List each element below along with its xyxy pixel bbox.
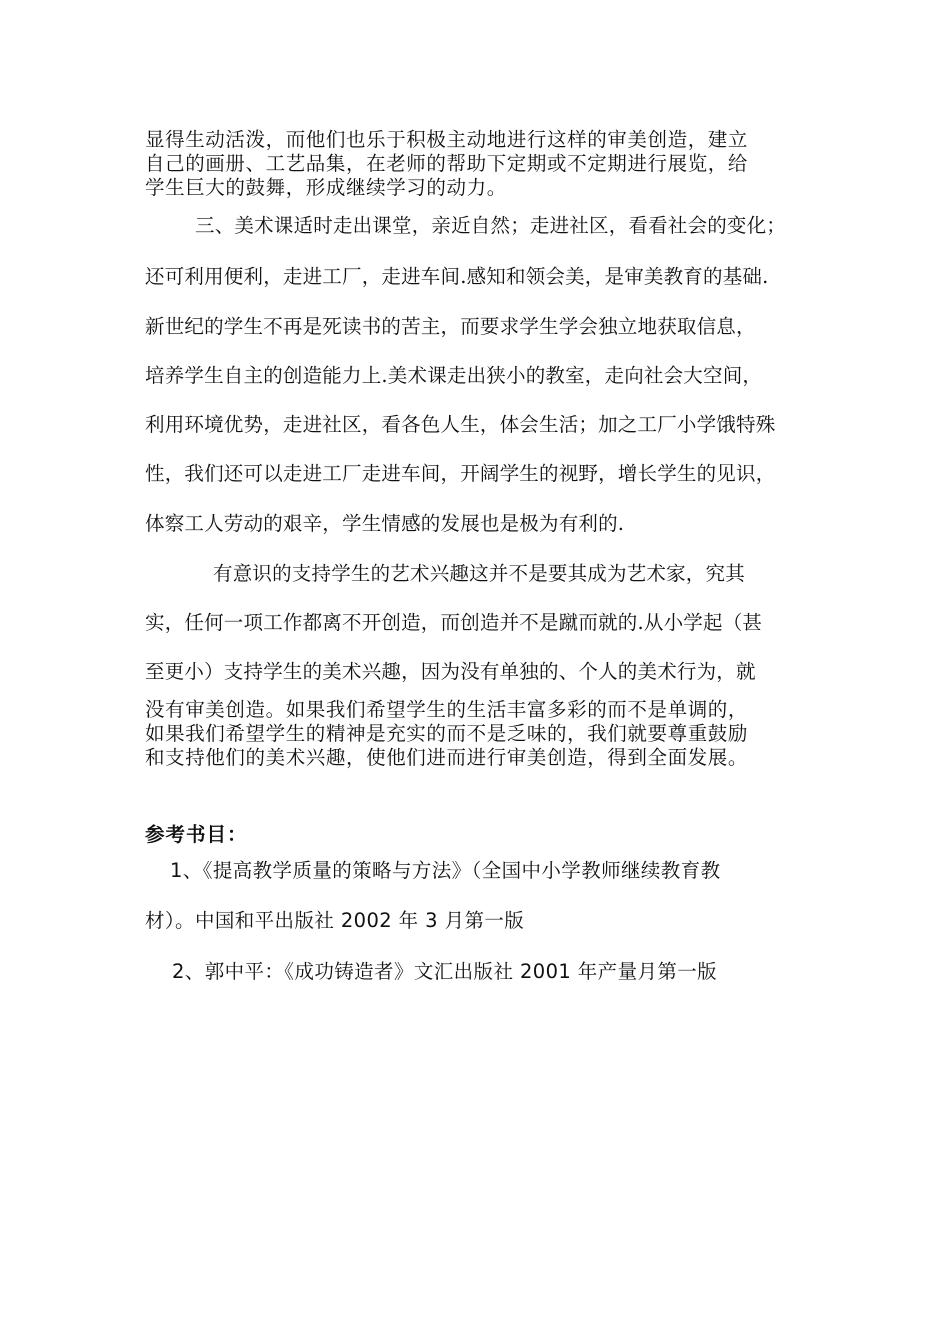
- text-line: 自己的画册、工艺品集，在老师的帮助下定期或不定期进行展览，给: [145, 152, 749, 175]
- text-line: 如果我们希望学生的精神是充实的而不是乏味的，我们就要尊重鼓励: [145, 722, 749, 745]
- text-line: 显得生动活泼，而他们也乐于积极主动地进行这样的审美创造，建立: [145, 128, 749, 151]
- text-line: 实，任何一项工作都离不开创造，而创造并不是蹴而就的.从小学起（甚: [145, 611, 763, 634]
- text-line: 还可利用便利，走进工厂，走进车间.感知和领会美，是审美教育的基础.: [145, 265, 769, 288]
- text-line: 学生巨大的鼓舞，形成继续学习的动力。: [145, 176, 507, 199]
- text-line: 有意识的支持学生的艺术兴趣这并不是要其成为艺术家，究其: [213, 562, 745, 585]
- text-line: 至更小）支持学生的美术兴趣，因为没有单独的、个人的美术行为，就: [145, 660, 756, 683]
- reference-item: 材）。中国和平出版社 2002 年 3 月第一版: [145, 909, 525, 932]
- text-line: 三、美术课适时走出课堂，亲近自然；走进社区，看看社会的变化；: [195, 214, 787, 237]
- references-heading: 参考书目：: [145, 823, 248, 846]
- reference-item: 1、《提高教学质量的策略与方法》（全国中小学教师继续教育教: [170, 859, 721, 882]
- text-line: 体察工人劳动的艰辛，学生情感的发展也是极为有利的.: [145, 512, 625, 535]
- text-line: 培养学生自主的创造能力上.美术课走出狭小的教室，走向社会大空间，: [145, 364, 763, 387]
- text-line: 和支持他们的美术兴趣，使他们进而进行审美创造，得到全面发展。: [145, 746, 749, 769]
- text-line: 利用环境优势，走进社区，看各色人生，体会生活；加之工厂小学饿特殊: [145, 413, 776, 436]
- reference-item: 2、郭中平：《成功铸造者》文汇出版社 2001 年产量月第一版: [172, 960, 718, 983]
- text-line: 性，我们还可以走进工厂走进车间，开阔学生的视野，增长学生的见识，: [145, 462, 776, 485]
- text-line: 新世纪的学生不再是死读书的苦主，而要求学生学会独立地获取信息，: [145, 315, 756, 338]
- text-line: 没有审美创造。如果我们希望学生的生活丰富多彩的而不是单调的，: [145, 698, 749, 721]
